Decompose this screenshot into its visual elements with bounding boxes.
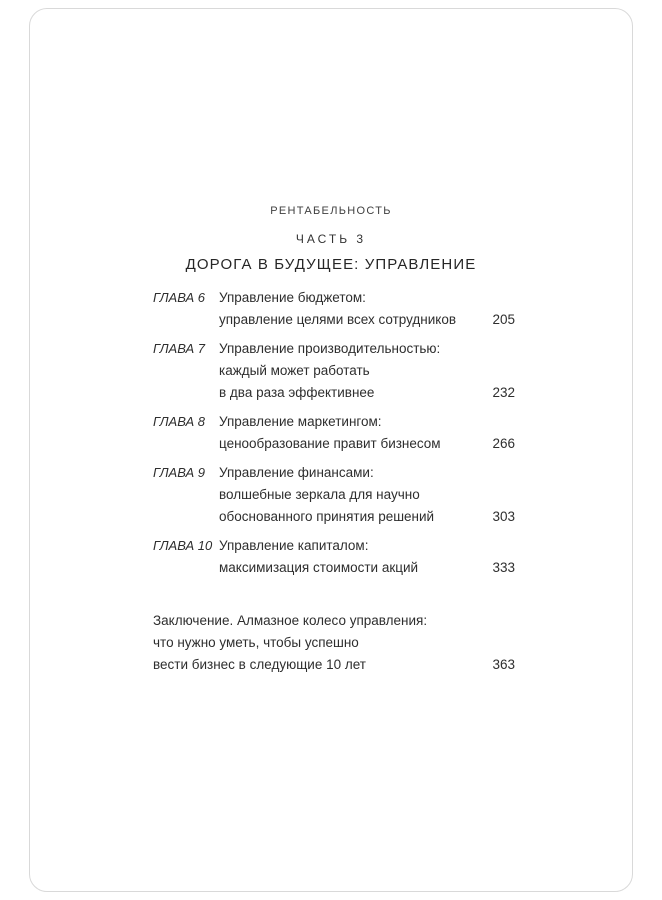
- conclusion-title-line: что нужно уметь, чтобы успешно: [153, 635, 359, 650]
- toc-entry-chapter-9: [153, 462, 515, 528]
- toc-entry-conclusion: [153, 610, 515, 676]
- chapter-title-line: Управление бюджетом:: [219, 290, 366, 305]
- chapter-title: [219, 462, 467, 528]
- toc-entry-chapter-6: [153, 287, 515, 331]
- running-head: РЕНТАБЕЛЬНОСТЬ: [270, 205, 392, 217]
- book-page-frame: [29, 8, 633, 892]
- toc-entry-chapter-7: [153, 338, 515, 404]
- chapter-title-line: максимизация стоимости акций: [219, 560, 419, 575]
- chapter-title-line: обоснованного принятия решений: [219, 509, 435, 524]
- chapter-title-line: Управление капиталом:: [219, 538, 369, 553]
- chapter-title-line: волшебные зеркала для научно: [219, 487, 420, 502]
- toc-entry-chapter-10: [153, 535, 515, 579]
- part-title: ДОРОГА В БУДУЩЕЕ: УПРАВЛЕНИЕ: [185, 256, 477, 273]
- chapter-title-line: каждый может работать: [219, 363, 370, 378]
- chapter-title-line: в два раза эффективнее: [219, 385, 375, 400]
- chapter-label: ГЛАВА 7: [153, 341, 205, 356]
- chapter-title: [219, 338, 467, 404]
- part-label: ЧАСТЬ 3: [295, 232, 367, 246]
- chapter-label: ГЛАВА 8: [153, 414, 205, 429]
- chapter-label: ГЛАВА 9: [153, 465, 205, 480]
- chapter-title: [219, 535, 467, 579]
- chapter-label: ГЛАВА 6: [153, 290, 205, 305]
- table-of-contents: [153, 287, 515, 579]
- chapter-title-line: Управление маркетингом:: [219, 414, 382, 429]
- chapter-title: [219, 411, 467, 455]
- conclusion-title: [153, 610, 467, 676]
- chapter-title-line: ценообразование правит бизнесом: [219, 436, 441, 451]
- chapter-page-number: 266: [492, 436, 515, 451]
- conclusion-page-number: 363: [492, 657, 515, 672]
- toc-page-content: [30, 9, 632, 676]
- chapter-title-line: Управление производительностью:: [219, 341, 441, 356]
- chapter-title-line: управление целями всех сотрудников: [219, 312, 457, 327]
- chapter-title-line: Управление финансами:: [219, 465, 374, 480]
- chapter-title: [219, 287, 467, 331]
- chapter-page-number: 303: [492, 509, 515, 524]
- chapter-page-number: 232: [492, 385, 515, 400]
- chapter-page-number: 205: [492, 312, 515, 327]
- conclusion-title-line: Заключение. Алмазное колесо управления:: [153, 613, 428, 628]
- toc-entry-chapter-8: [153, 411, 515, 455]
- chapter-page-number: 333: [492, 560, 515, 575]
- conclusion-title-line: вести бизнес в следующие 10 лет: [153, 657, 366, 672]
- chapter-label: ГЛАВА 10: [153, 538, 213, 553]
